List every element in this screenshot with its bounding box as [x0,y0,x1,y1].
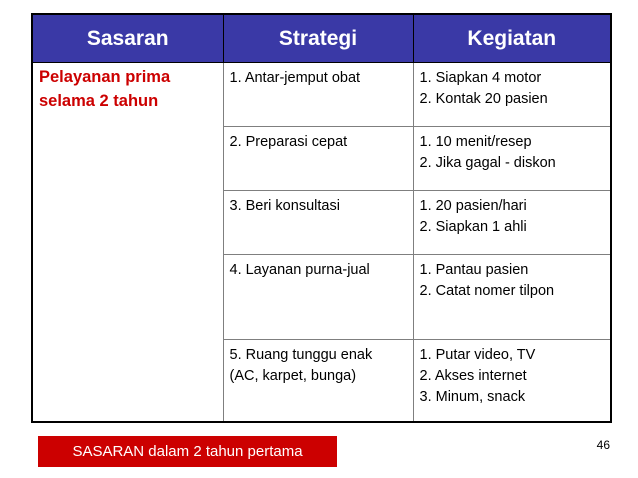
header-row [32,14,611,63]
strategy-table [31,13,612,423]
activity-item: 3. Minum, snack [419,389,526,405]
strategy-cell [223,63,413,127]
activity-cell [413,63,611,127]
activity-item: 2. Jika gagal - diskon [419,155,556,171]
activity-item: 1. Siapkan 4 motor [419,70,542,86]
table-row [32,63,611,127]
strategy-text: 4. Layanan purna-jual [229,262,370,278]
activity-item: 1. 20 pasien/hari [419,198,527,214]
table-header [32,14,611,63]
header-kegiatan: Kegiatan [413,14,611,63]
activity-cell [413,255,611,340]
footer-caption: SASARAN dalam 2 tahun pertama [38,436,337,467]
strategy-text: 5. Ruang tunggu enak [229,347,373,363]
activity-item: 2. Akses internet [419,368,527,384]
activity-item: 1. Pantau pasien [419,262,529,278]
activity-item: 2. Kontak 20 pasien [419,91,548,107]
strategy-text: (AC, karpet, bunga) [229,368,357,384]
goal-line: selama 2 tahun [39,92,159,110]
strategy-cell [223,255,413,340]
page-number: 46 [596,438,610,452]
goal-cell [32,63,223,423]
activity-cell [413,191,611,255]
strategy-cell [223,127,413,191]
strategy-cell [223,340,413,423]
activity-item: 2. Siapkan 1 ahli [419,219,527,235]
table-body [32,63,611,423]
activity-item: 2. Catat nomer tilpon [419,283,555,299]
strategy-cell [223,191,413,255]
strategy-text: 2. Preparasi cepat [229,134,348,150]
header-strategi: Strategi [223,14,413,63]
activity-item: 1. Putar video, TV [419,347,536,363]
header-sasaran: Sasaran [32,14,223,63]
activity-item: 1. 10 menit/resep [419,134,532,150]
activity-cell [413,340,611,423]
strategy-text: 3. Beri konsultasi [229,198,340,214]
goal-line: Pelayanan prima [39,68,171,86]
activity-cell [413,127,611,191]
strategy-text: 1. Antar-jemput obat [229,70,361,86]
